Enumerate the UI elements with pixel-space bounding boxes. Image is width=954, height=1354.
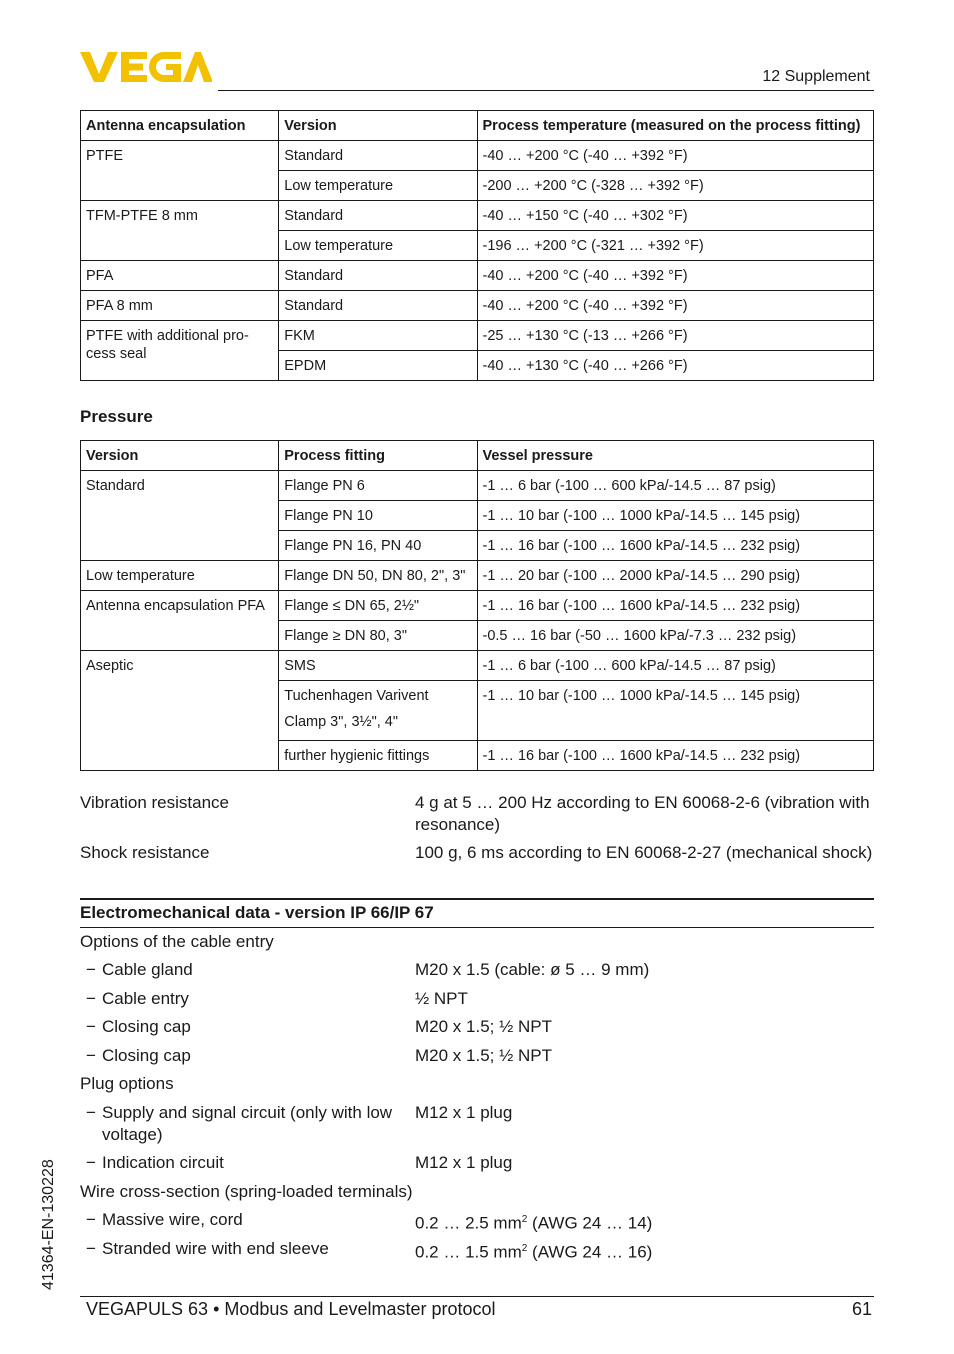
group-name-cell: Aseptic — [81, 651, 279, 771]
massive-wire-value-prefix: 0.2 … 2.5 mm — [415, 1213, 522, 1233]
header-rule — [218, 90, 874, 91]
footer-rule — [80, 1296, 874, 1297]
table-cell: Flange ≥ DN 80, 3" — [279, 621, 477, 651]
table-cell: Low temperature — [279, 231, 477, 261]
indication-circuit-value: M12 x 1 plug — [415, 1153, 513, 1172]
table-cell: -1 … 16 bar (-100 … 1600 kPa/-14.5 … 232 psig) — [477, 531, 874, 561]
group-name-cell: TFM-PTFE 8 mm — [81, 201, 279, 261]
page-number: 61 — [851, 1299, 872, 1319]
document-id: 41364-EN-130228 — [40, 1159, 57, 1290]
vibration-label: Vibration resistance — [80, 793, 229, 812]
dash: − — [86, 1103, 96, 1122]
stranded-wire-value-prefix: 0.2 … 1.5 mm — [415, 1242, 522, 1262]
table-cell: -196 … +200 °C (-321 … +392 °F) — [477, 231, 874, 261]
cable-entry-item — [86, 988, 189, 1010]
superscript: 2 — [521, 1214, 528, 1225]
table-cell: -25 … +130 °C (-13 … +266 °F) — [477, 321, 874, 351]
stranded-wire-value-suffix: (AWG 24 … 16) — [527, 1242, 653, 1262]
massive-wire-item — [86, 1209, 243, 1231]
process-temperature-table — [80, 110, 874, 381]
table-row — [81, 561, 874, 591]
table-cell: Standard — [279, 201, 477, 231]
table-cell: Flange PN 6 — [279, 471, 477, 501]
massive-wire-value-suffix: (AWG 24 … 14) — [527, 1213, 653, 1233]
table-cell: Standard — [279, 141, 477, 171]
superscript: 2 — [521, 1243, 528, 1254]
cable-gland-item — [86, 959, 193, 981]
supply-circuit-item — [86, 1102, 416, 1146]
massive-wire-value — [415, 1209, 875, 1235]
table-cell: -40 … +200 °C (-40 … +392 °F) — [477, 141, 874, 171]
dash: − — [86, 1153, 96, 1172]
cable-entry-value: ½ NPT — [415, 989, 468, 1008]
table-cell: Tuchenhagen Varivent Clamp 3", 3½", 4" — [279, 681, 477, 741]
cable-gland-value: M20 x 1.5 (cable: ø 5 … 9 mm) — [415, 960, 650, 979]
table-row — [81, 651, 874, 681]
table-cell: -40 … +200 °C (-40 … +392 °F) — [477, 291, 874, 321]
table-header-row — [81, 441, 874, 471]
table-cell: Flange ≤ DN 65, 2½" — [279, 591, 477, 621]
table-cell: -40 … +130 °C (-40 … +266 °F) — [477, 351, 874, 381]
plug-options-label: Plug options — [80, 1074, 174, 1093]
column-header: Version — [81, 441, 279, 471]
table-cell: -40 … +150 °C (-40 … +302 °F) — [477, 201, 874, 231]
table-cell: Low temperature — [279, 171, 477, 201]
table-cell: -1 … 20 bar (-100 … 2000 kPa/-14.5 … 290 psig) — [477, 561, 874, 591]
column-header: Antenna encapsulation — [81, 111, 279, 141]
table-row — [81, 471, 874, 501]
table-cell: -1 … 6 bar (-100 … 600 kPa/-14.5 … 87 psig) — [477, 651, 874, 681]
section-rule-top — [80, 898, 874, 900]
section-rule-bottom — [80, 927, 874, 928]
electromechanical-heading: Electromechanical data - version IP 66/IP 67 — [80, 903, 434, 922]
stranded-wire-value — [415, 1238, 875, 1264]
dash: − — [86, 989, 96, 1008]
supply-circuit-value: M12 x 1 plug — [415, 1103, 513, 1122]
stranded-wire-label: Stranded wire with end sleeve — [102, 1239, 329, 1258]
dash: − — [86, 1046, 96, 1065]
stranded-wire-item — [86, 1238, 329, 1260]
section-label: 12 Supplement — [762, 68, 870, 85]
table-cell: Flange PN 10 — [279, 501, 477, 531]
table-cell: -1 … 16 bar (-100 … 1600 kPa/-14.5 … 232 psig) — [477, 741, 874, 771]
supply-circuit-label: Supply and signal circuit (only with low voltage) — [102, 1103, 393, 1144]
table-cell: Standard — [279, 261, 477, 291]
table-cell: -1 … 16 bar (-100 … 1600 kPa/-14.5 … 232 psig) — [477, 591, 874, 621]
table-cell: -1 … 10 bar (-100 … 1000 kPa/-14.5 … 145 psig) — [477, 501, 874, 531]
wire-cross-section-label: Wire cross-section (spring-loaded terminals) — [80, 1182, 413, 1201]
column-header: Process fitting — [279, 441, 477, 471]
closing-cap-item — [86, 1045, 191, 1067]
table-row — [81, 201, 874, 231]
closing-cap-value: M20 x 1.5; ½ NPT — [415, 1017, 552, 1036]
table-cell: Standard — [279, 291, 477, 321]
table-cell: -40 … +200 °C (-40 … +392 °F) — [477, 261, 874, 291]
group-name-cell: Standard — [81, 471, 279, 561]
table-row — [81, 261, 874, 291]
vibration-value: 4 g at 5 … 200 Hz according to EN 60068-2-6 (vibration with resonance) — [415, 793, 870, 834]
dash: − — [86, 1239, 96, 1258]
pressure-heading: Pressure — [80, 407, 153, 426]
group-name-cell: PTFE with additional pro-cess seal — [81, 321, 279, 381]
table-cell: -1 … 10 bar (-100 … 1000 kPa/-14.5 … 145 psig) — [477, 681, 874, 741]
group-name-cell: PTFE — [81, 141, 279, 201]
table-row — [81, 591, 874, 621]
logo-text: VEGA — [80, 50, 83, 51]
group-name-cell: PFA — [81, 261, 279, 291]
massive-wire-label: Massive wire, cord — [102, 1210, 243, 1229]
indication-circuit-item — [86, 1152, 224, 1174]
group-name-cell: Antenna encapsulation PFA — [81, 591, 279, 651]
column-header: Vessel pressure — [477, 441, 874, 471]
column-header: Process temperature (measured on the process fitting) — [477, 111, 874, 141]
table-cell: -1 … 6 bar (-100 … 600 kPa/-14.5 … 87 psig) — [477, 471, 874, 501]
table-cell: -200 … +200 °C (-328 … +392 °F) — [477, 171, 874, 201]
closing-cap-label: Closing cap — [102, 1046, 191, 1065]
dash: − — [86, 1017, 96, 1036]
table-cell: Flange PN 16, PN 40 — [279, 531, 477, 561]
dash: − — [86, 1210, 96, 1229]
group-name-cell: PFA 8 mm — [81, 291, 279, 321]
column-header: Version — [279, 111, 477, 141]
table-cell: -0.5 … 16 bar (-50 … 1600 kPa/-7.3 … 232 psig) — [477, 621, 874, 651]
shock-value: 100 g, 6 ms according to EN 60068-2-27 (mechanical shock) — [415, 843, 873, 862]
indication-circuit-label: Indication circuit — [102, 1153, 224, 1172]
dash: − — [86, 960, 96, 979]
cable-entry-label: Cable entry — [102, 989, 189, 1008]
table-cell: Flange DN 50, DN 80, 2", 3" — [279, 561, 477, 591]
table-cell: EPDM — [279, 351, 477, 381]
cable-entry-options-label: Options of the cable entry — [80, 932, 274, 951]
closing-cap-item — [86, 1016, 191, 1038]
cable-gland-label: Cable gland — [102, 960, 193, 979]
table-cell: further hygienic fittings — [279, 741, 477, 771]
table-cell: FKM — [279, 321, 477, 351]
table-header-row — [81, 111, 874, 141]
vega-logo — [80, 50, 212, 84]
table-row — [81, 141, 874, 171]
shock-label: Shock resistance — [80, 843, 210, 862]
table-row — [81, 291, 874, 321]
closing-cap-label: Closing cap — [102, 1017, 191, 1036]
closing-cap-value: M20 x 1.5; ½ NPT — [415, 1046, 552, 1065]
table-cell: SMS — [279, 651, 477, 681]
group-name-cell: Low temperature — [81, 561, 279, 591]
table-row — [81, 321, 874, 351]
pressure-table — [80, 440, 874, 771]
footer-title: VEGAPULS 63 • Modbus and Levelmaster protocol — [86, 1299, 496, 1319]
